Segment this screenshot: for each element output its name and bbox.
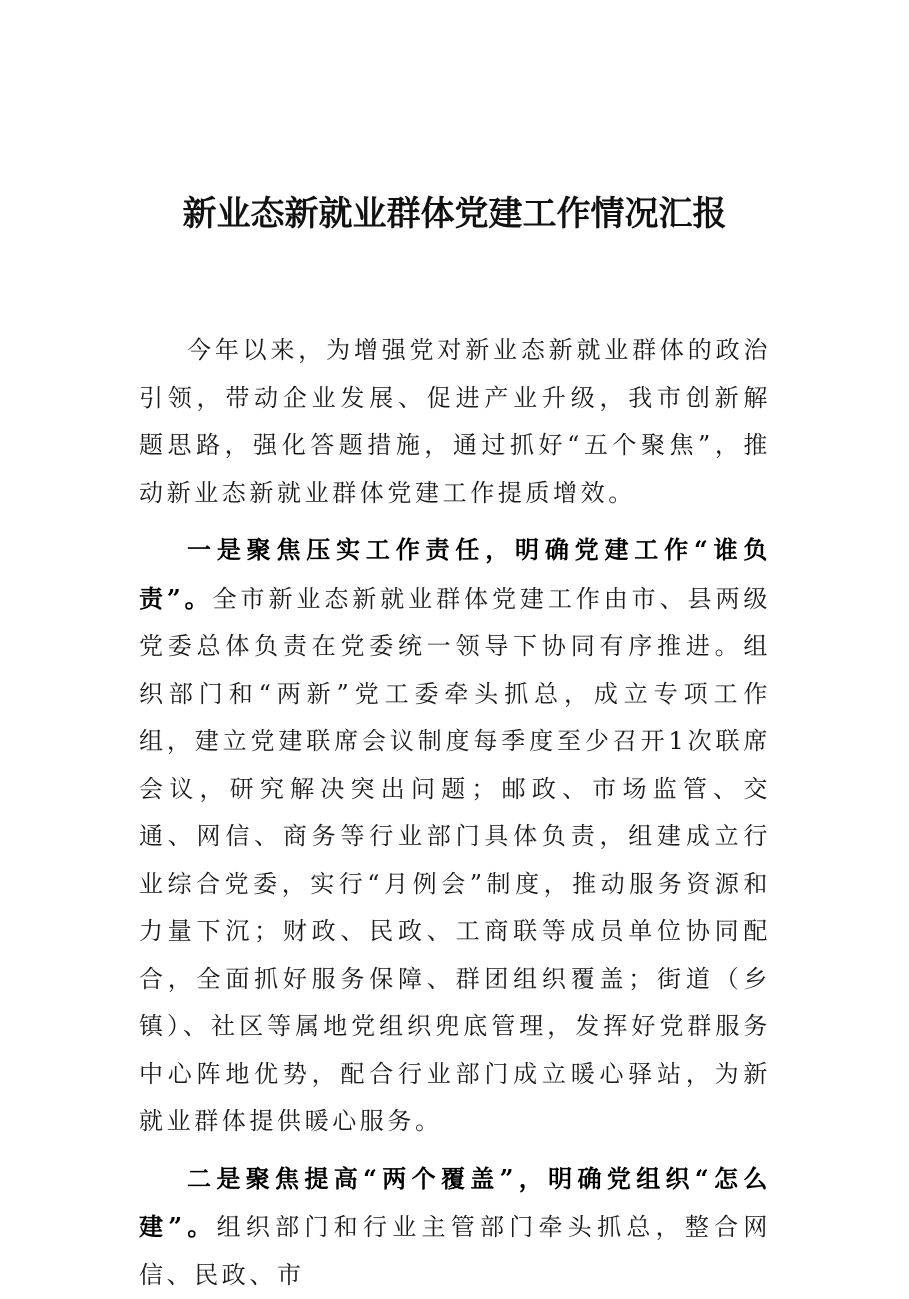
document-title: 新业态新就业群体党建工作情况汇报: [0, 192, 909, 236]
paragraph-lead: 一是聚焦压实工作责任，明确党建工作“谁负责”。: [139, 535, 771, 613]
document-body: [139, 326, 771, 1299]
paragraph-intro: [139, 326, 771, 517]
paragraph-text: 全市新业态新就业群体党建工作由市、县两级党委总体负责在党委统一领导下协同有序推进。组织部门和“两新”党工委牵头抓总，成立专项工作组，建立党建联席会议制度每季度至少召开1次联席会议，研究解决突出问题；邮政、市场监管、交通、网信、商务等行业部门具体负责，组建成立行业综合党委，实行“月例会”制度，推动服务资源和力量下沉；财政、民政、工商联等成员单位协同配合，全面抓好服务保障、群团组织覆盖；街道（乡镇）、社区等属地党组织兜底管理，发挥好党群服务中心阵地优势，配合行业部门成立暖心驿站，为新就业群体提供暖心服务。: [139, 585, 771, 1136]
paragraph-text: 今年以来，为增强党对新业态新就业群体的政治引领，带动企业发展、促进产业升级，我市创新解题思路，强化答题措施，通过抓好“五个聚焦”，推动新业态新就业群体党建工作提质增效。: [139, 336, 771, 507]
paragraph-lead: 二是聚焦提高“两个覆盖”，明确党组织“怎么建”。: [139, 1164, 771, 1242]
paragraph-point-two: [139, 1155, 771, 1299]
paragraph-point-one: [139, 526, 771, 1146]
paragraph-text: 组织部门和行业主管部门牵头抓总，整合网信、民政、市: [139, 1213, 771, 1289]
